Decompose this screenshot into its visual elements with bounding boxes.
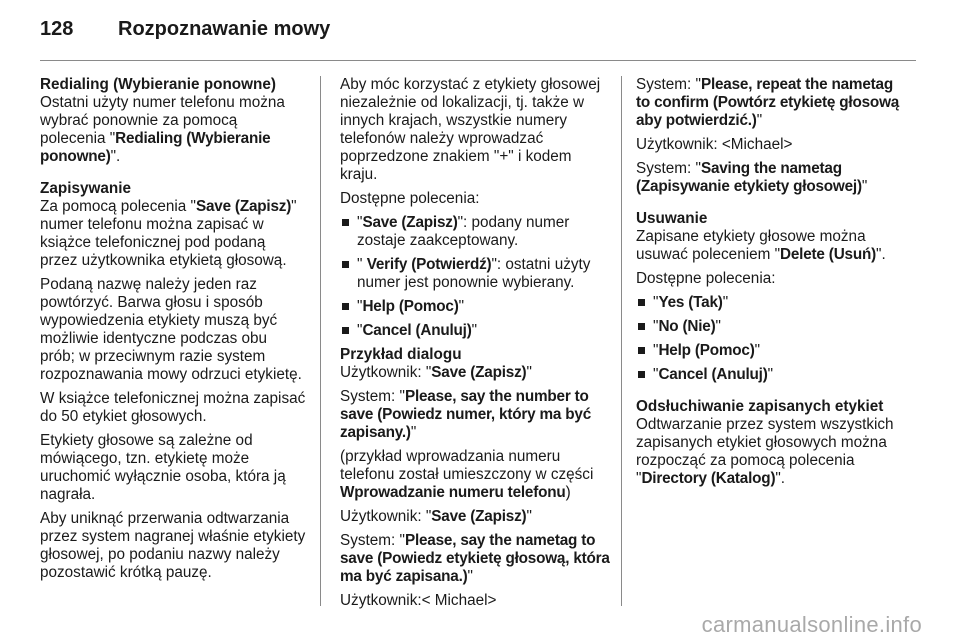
section-heading-listen: Odsłuchiwanie zapisanych etykiet [636, 398, 884, 415]
list-item: "Help (Pomoc)" [340, 298, 612, 316]
column-3 [636, 76, 908, 494]
section-heading-redialing: Redialing (Wybieranie ponowne) [40, 76, 276, 93]
paragraph-redialing: Ostatni użyty numer telefonu można wybrać ponownie za pomocą polecenia "Redialing (Wybieranie ponowne)". [40, 94, 285, 165]
section-heading-example: Przykład dialogu [340, 346, 462, 363]
available-commands-label: Dostępne polecenia: [340, 190, 480, 207]
paragraph-capacity: W książce telefonicznej można zapisać do 50 etykiet głosowych. [40, 390, 306, 425]
dialog-line: Użytkownik: "Save (Zapisz)" [340, 508, 532, 525]
dialog-line: Użytkownik: <Michael> [636, 136, 793, 153]
watermark: carmanualsonline.info [701, 612, 922, 637]
list-item: "Cancel (Anuluj)" [636, 366, 908, 384]
list-item: "Yes (Tak)" [636, 294, 908, 312]
dialog-line: Użytkownik: "Save (Zapisz)" [340, 364, 532, 381]
column-1 [40, 76, 306, 588]
section-heading-delete: Usuwanie [636, 210, 708, 227]
dialog-line: System: "Please, repeat the nametag to confirm (Powtórz etykietę głosową aby potwierdzić.)" [636, 76, 900, 129]
dialog-line: System: "Please, say the nametag to save (Powiedz etykietę głosową, która ma być zapisana.)" [340, 532, 610, 585]
paragraph-speaker-dependent: Etykiety głosowe są zależne od mówiącego, tzn. etykietę może uruchomić wyłącznie osoba, która ją nagrała. [40, 432, 286, 503]
paragraph-delete: Zapisane etykiety głosowe można usuwać poleceniem "Delete (Usuń)". [636, 228, 886, 263]
command-delete: Delete (Usuń) [780, 246, 877, 263]
section-heading-saving: Zapisywanie [40, 180, 131, 197]
paragraph-repeat: Podaną nazwę należy jeden raz powtórzyć. Barwa głosu i sposób wypowiedzenia etykiety muszą być możliwie identyczne podczas obu prób; w przeciwnym razie system rozpoznawania mowy odrzuci etykietę. [40, 276, 302, 383]
dialog-line: System: "Saving the nametag (Zapisywanie etykiety głosowej)" [636, 160, 868, 195]
dialog-line: System: "Please, say the number to save (Powiedz numer, który ma być zapisany.)" [340, 388, 591, 441]
page-title: Rozpoznawanie mowy [118, 18, 331, 40]
dialog-note: (przykład wprowadzania numeru telefonu został umieszczony w części Wprowadzanie numeru telefonu) [340, 448, 594, 501]
list-item: "No (Nie)" [636, 318, 908, 336]
command-list [340, 214, 612, 340]
page-number: 128 [40, 18, 74, 40]
page-header [40, 18, 920, 62]
command-directory: Directory (Katalog) [641, 470, 776, 487]
list-item: "Cancel (Anuluj)" [340, 322, 612, 340]
command-save: Save (Zapisz) [195, 198, 292, 215]
list-item: "Help (Pomoc)" [636, 342, 908, 360]
command-list [636, 294, 908, 384]
list-item: "Save (Zapisz)": podany numer zostaje zaakceptowany. [340, 214, 612, 250]
paragraph-international: Aby móc korzystać z etykiety głosowej niezależnie od lokalizacji, tj. także w innych krajach, wszystkie numery telefonów należy wprowadzać poprzedzone znakiem "+" i kodem kraju. [340, 76, 601, 183]
paragraph-listen: Odtwarzanie przez system wszystkich zapisanych etykiet głosowych można rozpocząć za pomocą polecenia "Directory (Katalog)". [636, 416, 894, 487]
column-divider-2 [621, 76, 622, 606]
header-divider [40, 60, 916, 61]
paragraph-pause: Aby uniknąć przerwania odtwarzania przez system nagranej właśnie etykiety głosowej, po podaniu nazwy należy pozostawić krótką pauzę. [40, 510, 306, 581]
column-2 [340, 76, 612, 616]
command-redialing: Redialing (Wybieranie ponowne) [40, 130, 271, 165]
list-item: " Verify (Potwierdź)": ostatni użyty numer jest ponownie wybierany. [340, 256, 612, 292]
dialog-line: Użytkownik:< Michael> [340, 592, 497, 609]
column-divider-1 [320, 76, 321, 606]
available-commands-label: Dostępne polecenia: [636, 270, 776, 287]
paragraph-saving: Za pomocą polecenia "Save (Zapisz)" numer telefonu można zapisać w książce telefonicznej pod podaną przez użytkownika etykietą głosową. [40, 198, 297, 269]
